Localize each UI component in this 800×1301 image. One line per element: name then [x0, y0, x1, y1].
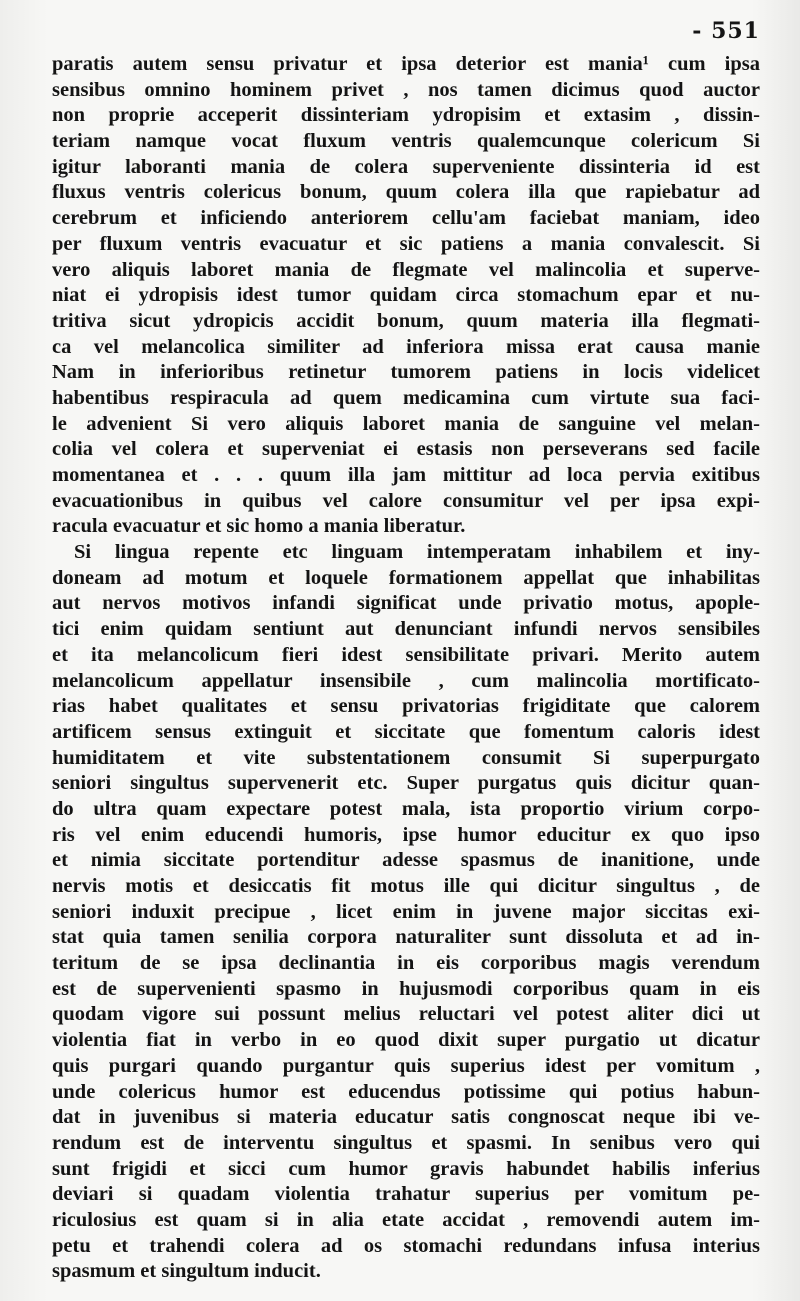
- text-line: do ultra quam expectare potest mala, ista proportio virium corpo-: [52, 797, 760, 820]
- text-line: Nam in inferioribus retinetur tumorem patiens in locis videlicet: [52, 361, 760, 384]
- text-line: igitur laboranti mania de colera superveniente dissinteria id est: [52, 155, 760, 178]
- text-line: aut nervos motivos infandi significat unde privatio motus, apople-: [52, 592, 760, 615]
- text-line: et ita melancolicum fieri idest sensibilitate privari. Merito autem: [52, 643, 760, 666]
- text-line: humiditatem et vite substentationem consumit Si superpurgato: [52, 746, 760, 769]
- text-line: vero aliquis laboret mania de flegmate vel malincolia et superve-: [52, 258, 760, 281]
- text-line: fluxus ventris colericus bonum, quum colera illa que rapiebatur ad: [52, 181, 760, 204]
- text-line: cerebrum et inficiendo anteriorem cellu'am faciebat maniam, ideo: [52, 207, 760, 230]
- text-line: petu et trahendi colera ad os stomachi redundans infusa interius: [52, 1234, 760, 1257]
- text-line: per fluxum ventris evacuatur et sic patiens a mania convalescit. Si: [52, 232, 760, 255]
- text-line: doneam ad motum et loquele formationem appellat que inhabilitas: [52, 566, 760, 589]
- text-line: sensibus omnino hominem privet , nos tamen dicimus quod auctor: [52, 78, 760, 101]
- page-number: - 551: [692, 18, 760, 44]
- text-line: colia vel colera et superveniat ei estasis non perseverans sed facile: [52, 438, 760, 461]
- text-line: le advenient Si vero aliquis laboret mania de sanguine vel melan-: [52, 412, 760, 435]
- text-line: habentibus respiracula ad quem medicamina cum virtute sua faci-: [52, 386, 760, 409]
- text-line: seniori induxit precipue , licet enim in juvene major siccitas exi-: [52, 900, 760, 923]
- page-body-text: [52, 52, 760, 1285]
- text-line: Si lingua repente etc linguam intemperatam inhabilem et iny-: [74, 541, 760, 564]
- text-line: teritum de se ipsa declinantia in eis corporibus magis verendum: [52, 952, 760, 975]
- text-line: artificem sensus extinguit et siccitate que fomentum caloris idest: [52, 720, 760, 743]
- text-line: paratis autem sensu privatur et ipsa deterior est mania¹ cum ipsa: [52, 53, 760, 75]
- text-line: est de supervenienti spasmo in hujusmodi corporibus quam in eis: [52, 977, 760, 1000]
- text-line: dat in juvenibus si materia educatur satis congnoscat neque ibi ve-: [52, 1106, 760, 1129]
- text-line: momentanea et . . . quum illa jam mittitur ad loca pervia exitibus: [52, 464, 760, 486]
- text-line: tritiva sicut ydropicis accidit bonum, quum materia illa flegmati-: [52, 309, 760, 332]
- text-line: nervis motis et desiccatis fit motus ille qui dicitur singultus , de: [52, 875, 760, 897]
- text-line: rias habet qualitates et sensu privatorias frigiditate que calorem: [52, 695, 760, 718]
- text-line: unde colericus humor est educendus potissime qui potius habun-: [52, 1080, 760, 1103]
- text-line: melancolicum appellatur insensibile , cum malincolia mortificato-: [52, 669, 760, 692]
- text-line: et nimia siccitate portenditur adesse spasmus de inanitione, unde: [52, 849, 760, 872]
- text-line: ris vel enim educendi humoris, ipse humor educitur ex quo ipso: [52, 823, 760, 846]
- text-line: evacuationibus in quibus vel calore consumitur vel per ipsa expi-: [52, 489, 760, 512]
- text-line: tici enim quidam sentiunt aut denunciant infundi nervos sensibiles: [52, 618, 760, 641]
- text-line: riculosius est quam si in alia etate accidat , removendi autem im-: [52, 1208, 760, 1231]
- text-line: ca vel melancolica similiter ad inferiora missa erat causa manie: [52, 335, 760, 358]
- text-line: racula evacuatur et sic homo a mania liberatur.: [52, 515, 466, 538]
- text-line: sunt frigidi et sicci cum humor gravis habundet habilis inferius: [52, 1157, 760, 1180]
- text-line: spasmum et singultum inducit.: [52, 1260, 321, 1283]
- text-line: stat quia tamen senilia corpora naturaliter sunt dissoluta et ad in-: [52, 926, 760, 949]
- text-line: niat ei ydropisis idest tumor quidam circa stomachum epar et nu-: [52, 284, 760, 307]
- text-line: deviari si quadam violentia trahatur superius per vomitum pe-: [52, 1183, 760, 1206]
- text-line: quis purgari quando purgantur quis superius idest per vomitum ,: [52, 1054, 760, 1077]
- text-line: violentia fiat in verbo in eo quod dixit super purgatio ut dicatur: [52, 1029, 760, 1052]
- text-line: non proprie acceperit dissinteriam ydropisim et extasim , dissin-: [52, 104, 760, 127]
- text-line: quodam vigore sui possunt melius reluctari vel potest aliter dici ut: [52, 1003, 760, 1026]
- text-line: teriam namque vocat fluxum ventris qualemcunque colericum Si: [52, 130, 760, 153]
- text-line: rendum est de interventu singultus et spasmi. In senibus vero qui: [52, 1131, 760, 1154]
- text-line: seniori singultus supervenerit etc. Super purgatus quis dicitur quan-: [52, 772, 760, 795]
